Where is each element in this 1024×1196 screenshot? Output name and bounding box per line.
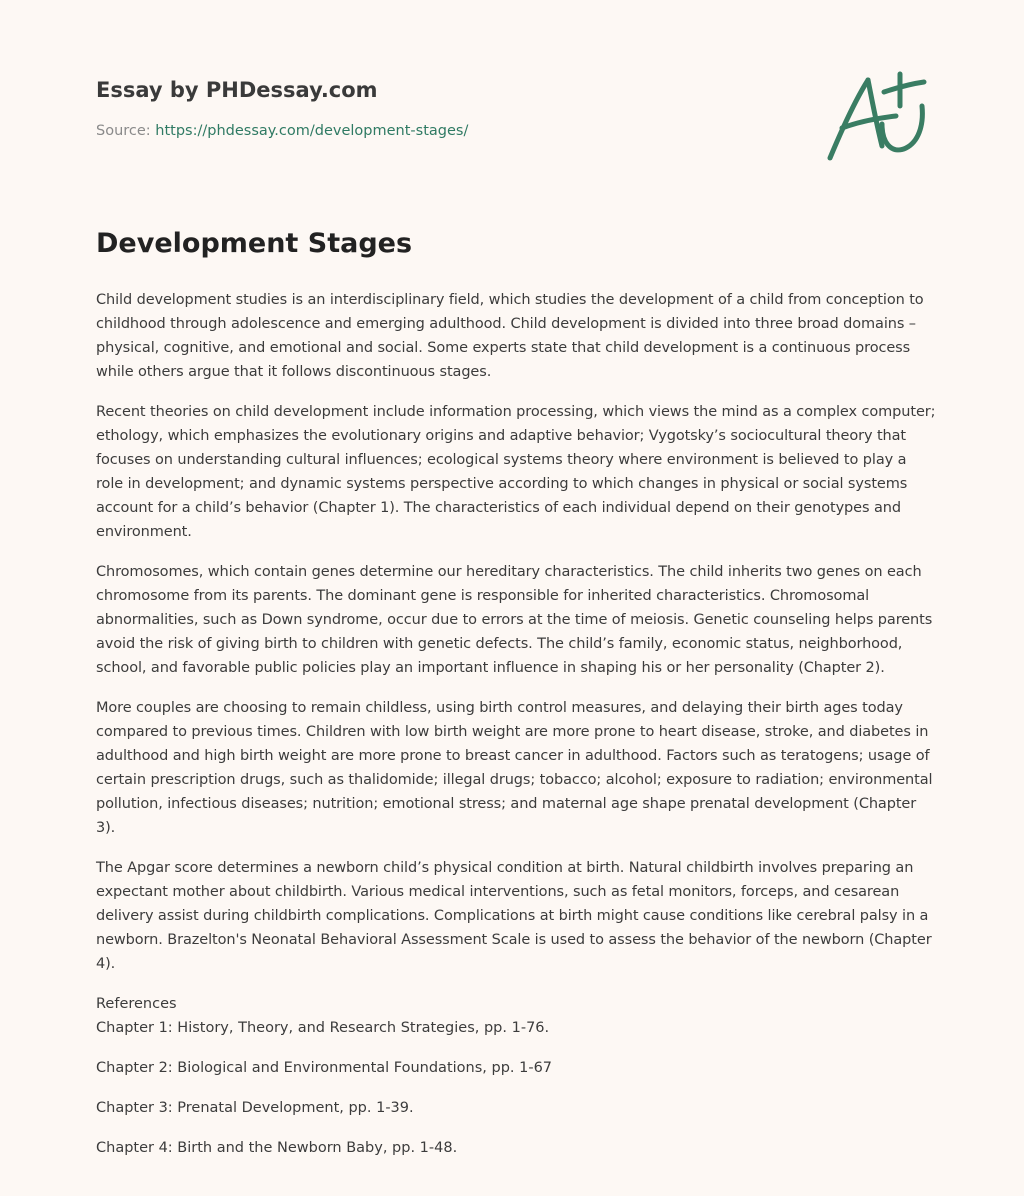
a-plus-logo-icon: [820, 66, 930, 166]
source-line: [96, 121, 796, 141]
reference-item: Chapter 3: Prenatal Development, pp. 1-39.: [96, 1100, 414, 1116]
paragraph: More couples are choosing to remain childless, using birth control measures, and delaying their birth ages today compared to previous times. Children with low birth weight are more prone to heart disease, stroke, and diabetes in adulthood and high birth weight are more prone to breast cancer in adulthood. Factors such as teratogens; usage of certain prescription drugs, such as thalidomide; illegal drugs; tobacco; alcohol; exposure to radiation; environmental pollution, infectious diseases; nutrition; emotional stress; and maternal age shape prenatal development (Chapter 3).: [96, 700, 933, 836]
reference-item: Chapter 1: History, Theory, and Research Strategies, pp. 1-76.: [96, 1020, 550, 1036]
site-title: Essay by PHDessay.com: [96, 78, 378, 102]
paragraph: Child development studies is an interdisciplinary field, which studies the development of a child from conception to childhood through adolescence and emerging adulthood. Child development is divided into three broad domains – physical, cognitive, and emotional and social. Some experts state that child development is a continuous process while others argue that it follows discontinuous stages.: [96, 292, 924, 380]
page-header: [96, 76, 796, 141]
reference-item: Chapter 2: Biological and Environmental Foundations, pp. 1-67: [96, 1060, 553, 1076]
article: [96, 224, 936, 1176]
source-label: Source:: [96, 123, 151, 139]
paragraph: The Apgar score determines a newborn child’s physical condition at birth. Natural childbirth involves preparing an expectant mother about childbirth. Various medical interventions, such as fetal monitors, forceps, and cesarean delivery assist during childbirth complications. Complications at birth might cause conditions like cerebral palsy in a newborn. Brazelton's Neonatal Behavioral Assessment Scale is used to assess the behavior of the newborn (Chapter 4).: [96, 860, 932, 972]
paragraph: Chromosomes, which contain genes determine our hereditary characteristics. The child inherits two genes on each chromosome from its parents. The dominant gene is responsible for inherited characteristics. Chromosomal abnormalities, such as Down syndrome, occur due to errors at the time of meiosis. Genetic counseling helps parents avoid the risk of giving birth to children with genetic defects. The child’s family, economic status, neighborhood, school, and favorable public policies play an important influence in shaping his or her personality (Chapter 2).: [96, 564, 933, 676]
source-link[interactable]: https://phdessay.com/development-stages/: [155, 123, 469, 139]
paragraph: Recent theories on child development include information processing, which views the mind as a complex computer; ethology, which emphasizes the evolutionary origins and adaptive behavior; Vygotsky’s sociocultural theory that focuses on understanding cultural influences; ecological systems theory where environment is believed to play a role in development; and dynamic systems perspective according to which changes in physical or social systems account for a child’s behavior (Chapter 1). The characteristics of each individual depend on their genotypes and environment.: [96, 404, 936, 540]
page-title: Development Stages: [96, 228, 413, 259]
reference-item: Chapter 4: Birth and the Newborn Baby, pp. 1-48.: [96, 1140, 458, 1156]
references-heading: References: [96, 996, 177, 1012]
